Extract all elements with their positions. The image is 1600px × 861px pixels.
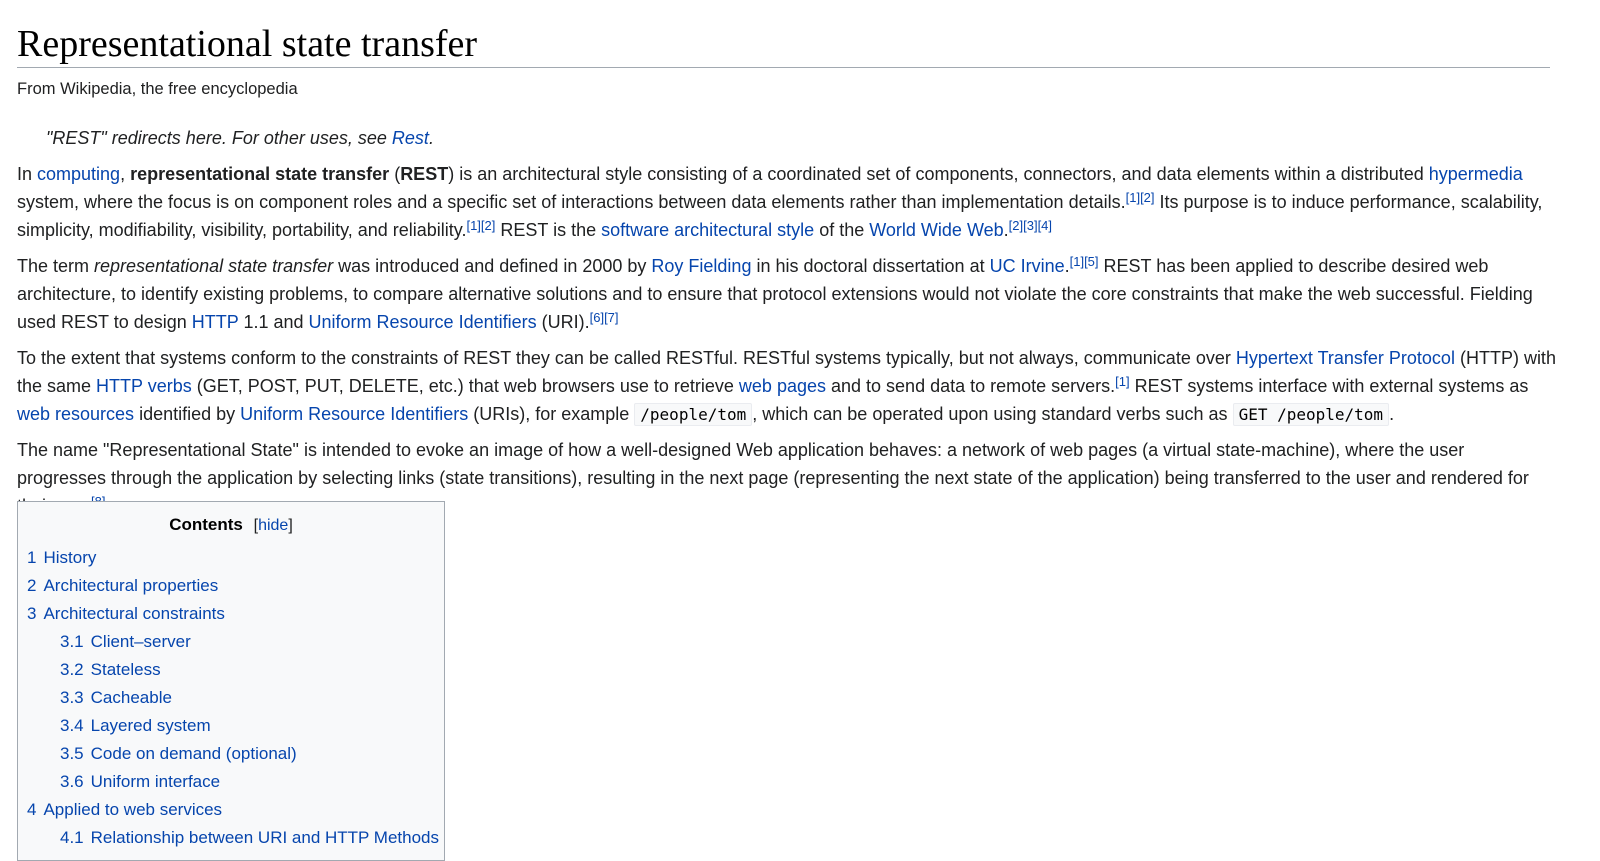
- toc-item-layered-system[interactable]: [27, 712, 439, 740]
- link-http-verbs[interactable]: HTTP verbs: [96, 376, 192, 396]
- text: .: [1064, 256, 1070, 276]
- toc-link[interactable]: Layered system: [90, 716, 211, 735]
- citation-link[interactable]: [1][5]: [1069, 254, 1099, 269]
- text: in his doctoral dissertation at: [751, 256, 990, 276]
- link-http[interactable]: HTTP: [191, 312, 239, 332]
- toc-item-stateless[interactable]: [27, 656, 439, 684]
- link-world-wide-web[interactable]: World Wide Web: [869, 220, 1004, 240]
- toc-number: 3.4: [60, 716, 84, 735]
- toc-item-architectural-properties[interactable]: [27, 572, 439, 600]
- bold-abbreviation: REST: [400, 164, 449, 184]
- text: (HTTP) with the same: [17, 348, 1556, 396]
- text: REST is the: [495, 220, 602, 240]
- code-snippet: /people/tom: [634, 403, 752, 426]
- link-uniform-resource-identifiers[interactable]: Uniform Resource Identifiers: [308, 312, 537, 332]
- toc-link[interactable]: History: [43, 548, 97, 567]
- toc-number: 4.1: [60, 828, 84, 847]
- toc-number: 3.3: [60, 688, 84, 707]
- link-software-architectural-style[interactable]: software architectural style: [601, 220, 815, 240]
- link-web-pages[interactable]: web pages: [738, 376, 826, 396]
- text: (: [389, 164, 401, 184]
- text: (URI).: [536, 312, 590, 332]
- page-title: Representational state transfer: [17, 23, 478, 65]
- text: .: [1389, 404, 1395, 424]
- link-hypertext-transfer-protocol[interactable]: Hypertext Transfer Protocol: [1235, 348, 1455, 368]
- text: was introduced and defined in 2000 by: [333, 256, 652, 276]
- toc-title: Contents: [169, 515, 243, 534]
- text: identified by: [134, 404, 241, 424]
- text: In: [17, 164, 38, 184]
- toc-header: [18, 515, 444, 535]
- toc-item-architectural-constraints[interactable]: [27, 600, 439, 628]
- text: .: [1003, 220, 1009, 240]
- toc-number: 2: [27, 576, 37, 595]
- toc-number: 1: [27, 548, 37, 567]
- toc-link[interactable]: Uniform interface: [90, 772, 221, 791]
- toc-item-applied-to-web-services[interactable]: [27, 796, 439, 824]
- toc-link[interactable]: Stateless: [90, 660, 161, 679]
- toc-number: 3: [27, 604, 37, 623]
- bold-term: representational state transfer: [130, 164, 390, 184]
- toc-number: 3.1: [60, 632, 84, 651]
- citation-link[interactable]: [6][7]: [589, 310, 619, 325]
- text: (GET, POST, PUT, DELETE, etc.) that web browsers use to retrieve: [191, 376, 739, 396]
- link-hypermedia[interactable]: hypermedia: [1428, 164, 1523, 184]
- toc-item-uri-http-methods[interactable]: [27, 824, 439, 852]
- toc-item-history[interactable]: [27, 544, 439, 572]
- italic-term: representational state transfer: [94, 256, 334, 276]
- text: REST systems interface with external systems as: [1129, 376, 1529, 396]
- toc-link[interactable]: Architectural properties: [43, 576, 219, 595]
- intro-paragraph-2: [17, 252, 1557, 336]
- hatnote-text: "REST" redirects here. For other uses, see: [46, 128, 392, 148]
- text: and to send data to remote servers.: [826, 376, 1116, 396]
- toc-link[interactable]: Architectural constraints: [43, 604, 225, 623]
- text: Its purpose is to induce performance, scalability, simplicity, modifiability, visibility, portability, and reliability.: [17, 192, 1543, 240]
- toc-item-cacheable[interactable]: [27, 684, 439, 712]
- citation-link[interactable]: [1][2]: [1125, 190, 1155, 205]
- table-of-contents: [17, 501, 445, 861]
- link-computing[interactable]: computing: [37, 164, 121, 184]
- text: (URIs), for example: [468, 404, 635, 424]
- citation-link[interactable]: [2][3][4]: [1008, 218, 1053, 233]
- toc-bracket: [: [253, 517, 259, 534]
- text: of the: [814, 220, 870, 240]
- hatnote-end: .: [428, 128, 434, 148]
- toc-bracket: ]: [288, 517, 293, 534]
- toc-hide-link[interactable]: hide: [258, 517, 289, 534]
- text: system, where the focus is on component roles and a specific set of interactions between data elements rather than implementation details.: [17, 192, 1126, 212]
- toc-link[interactable]: Client–server: [90, 632, 191, 651]
- toc-number: 3.5: [60, 744, 84, 763]
- link-uniform-resource-identifiers[interactable]: Uniform Resource Identifiers: [240, 404, 469, 424]
- toc-link[interactable]: Cacheable: [90, 688, 172, 707]
- text: The name "Representational State" is intended to evoke an image of how a well-designed Web application behaves: a network of web pages (a virtual state-machine), where the user progresses through the application by selecting links (state transitions), resulting in the next page (representing the next state of the application) being transferred to the user and rendered for: [17, 440, 1529, 488]
- link-uc-irvine[interactable]: UC Irvine: [989, 256, 1065, 276]
- hatnote: [46, 128, 434, 149]
- site-tagline: From Wikipedia, the free encyclopedia: [17, 80, 298, 98]
- text: 1.1 and: [238, 312, 309, 332]
- toc-link[interactable]: Applied to web services: [43, 800, 223, 819]
- toc-number: 4: [27, 800, 37, 819]
- rest-disambiguation-link[interactable]: Rest: [391, 128, 429, 148]
- text: ,: [120, 164, 131, 184]
- intro-paragraph-1: [17, 160, 1557, 244]
- toc-number: 3.2: [60, 660, 84, 679]
- toc-item-uniform-interface[interactable]: [27, 768, 439, 796]
- link-roy-fielding[interactable]: Roy Fielding: [651, 256, 752, 276]
- text: The term: [17, 256, 95, 276]
- citation-link[interactable]: [1]: [1115, 374, 1130, 389]
- toc-list: [27, 544, 439, 852]
- toc-link[interactable]: Relationship between URI and HTTP Methods: [90, 828, 440, 847]
- toc-item-client-server[interactable]: [27, 628, 439, 656]
- toc-number: 3.6: [60, 772, 84, 791]
- title-divider: [17, 67, 1550, 68]
- link-web-resources[interactable]: web resources: [17, 404, 135, 424]
- toc-item-code-on-demand[interactable]: [27, 740, 439, 768]
- text: REST has been applied to describe desired web architecture, to identify existing problems, to compare alternative solutions and to ensure that protocol extensions would not violate the core constraints that make the web successful. Fielding used REST to design: [17, 256, 1533, 332]
- intro-paragraph-3: [17, 344, 1557, 429]
- text: , which can be operated upon using standard verbs such as: [752, 404, 1233, 424]
- citation-link[interactable]: [1][2]: [466, 218, 496, 233]
- text: ) is an architectural style consisting of a coordinated set of components, connectors, and data elements within a distributed: [448, 164, 1429, 184]
- toc-toggle: [254, 517, 293, 534]
- code-snippet: GET /people/tom: [1233, 403, 1390, 426]
- text: To the extent that systems conform to the constraints of REST they can be called RESTful. RESTful systems typically, but not always, communicate over: [17, 348, 1236, 368]
- toc-link[interactable]: Code on demand (optional): [90, 744, 297, 763]
